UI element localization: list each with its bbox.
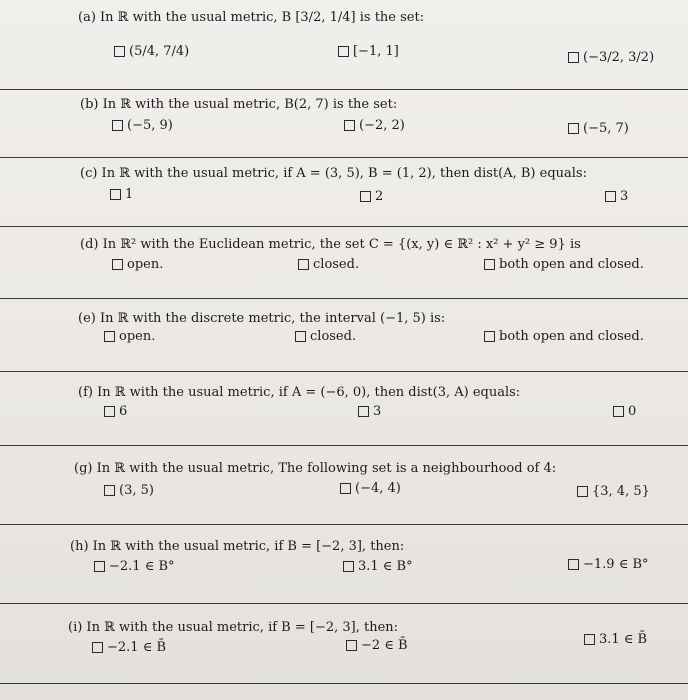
option-label: closed. (313, 257, 360, 272)
option-label: open. (119, 329, 156, 344)
checkbox[interactable] (114, 46, 125, 57)
option-label: 1 (125, 187, 134, 202)
question-i-option-1[interactable] (92, 640, 166, 655)
option-label: 0 (628, 404, 637, 419)
question-c-option-2[interactable] (360, 189, 383, 204)
checkbox[interactable] (484, 259, 495, 270)
option-label: 3.1 ∈ B̄ (599, 632, 648, 647)
question-b-option-1[interactable] (112, 118, 173, 133)
divider (0, 371, 688, 372)
checkbox[interactable] (340, 483, 351, 494)
question-b-option-3[interactable] (568, 121, 629, 136)
question-b-option-2[interactable] (344, 118, 405, 133)
checkbox[interactable] (298, 259, 309, 270)
checkbox[interactable] (484, 331, 495, 342)
option-label: (5/4, 7/4) (129, 44, 190, 59)
divider (0, 298, 688, 299)
question-i-stem: (i) In ℝ with the usual metric, if B = [−2, 3], then: (68, 620, 399, 635)
question-a-option-2[interactable] (338, 44, 399, 59)
question-d-option-2[interactable] (298, 257, 359, 272)
option-label: (−3/2, 3/2) (583, 50, 655, 65)
checkbox[interactable] (584, 634, 595, 645)
checkbox[interactable] (360, 191, 371, 202)
option-label: −2.1 ∈ B° (109, 559, 175, 574)
question-a-option-1[interactable] (114, 44, 189, 59)
checkbox[interactable] (104, 485, 115, 496)
checkbox[interactable] (613, 406, 624, 417)
question-e-option-3[interactable] (484, 329, 644, 344)
checkbox[interactable] (577, 486, 588, 497)
checkbox[interactable] (112, 259, 123, 270)
divider (0, 226, 688, 227)
divider (0, 524, 688, 525)
question-g-option-1[interactable] (104, 483, 154, 498)
divider (0, 603, 688, 604)
checkbox[interactable] (568, 52, 579, 63)
question-g-option-2[interactable] (340, 481, 401, 496)
option-label: {3, 4, 5} (592, 484, 650, 499)
checkbox[interactable] (112, 120, 123, 131)
option-label: both open and closed. (499, 329, 644, 344)
divider (0, 157, 688, 158)
checkbox[interactable] (568, 123, 579, 134)
checkbox[interactable] (295, 331, 306, 342)
question-h-option-1[interactable] (94, 559, 175, 574)
question-e-option-1[interactable] (104, 329, 155, 344)
option-label: 6 (119, 404, 128, 419)
checkbox[interactable] (110, 189, 121, 200)
option-label: (−4, 4) (355, 481, 401, 496)
question-c-option-1[interactable] (110, 187, 133, 202)
question-a-option-3[interactable] (568, 50, 654, 65)
checkbox[interactable] (104, 406, 115, 417)
option-label: open. (127, 257, 164, 272)
checkbox[interactable] (92, 642, 103, 653)
checkbox[interactable] (343, 561, 354, 572)
question-e-option-2[interactable] (295, 329, 356, 344)
question-d-option-1[interactable] (112, 257, 163, 272)
checkbox[interactable] (104, 331, 115, 342)
option-label: closed. (310, 329, 357, 344)
question-f-option-2[interactable] (358, 404, 381, 419)
checkbox[interactable] (605, 191, 616, 202)
question-i-option-3[interactable] (584, 632, 647, 647)
checkbox[interactable] (338, 46, 349, 57)
checkbox[interactable] (568, 559, 579, 570)
option-label: (3, 5) (119, 483, 154, 498)
option-label: (−2, 2) (359, 118, 405, 133)
question-g-stem: (g) In ℝ with the usual metric, The following set is a neighbourhood of 4: (74, 461, 557, 476)
option-label: (−5, 7) (583, 121, 629, 136)
question-h-option-3[interactable] (568, 557, 649, 572)
question-e-stem: (e) In ℝ with the discrete metric, the interval (−1, 5) is: (78, 311, 446, 326)
question-f-option-1[interactable] (104, 404, 127, 419)
question-g-option-3[interactable] (577, 484, 650, 499)
option-label: −2 ∈ B̄ (361, 638, 408, 653)
option-label: −2.1 ∈ B̄ (107, 640, 167, 655)
divider (0, 445, 688, 446)
question-f-stem: (f) In ℝ with the usual metric, if A = (−6, 0), then dist(3, A) equals: (78, 385, 521, 400)
question-h-stem: (h) In ℝ with the usual metric, if B = [−2, 3], then: (70, 539, 405, 554)
option-label: 3 (620, 189, 629, 204)
option-label: 3.1 ∈ B° (358, 559, 413, 574)
option-label: (−5, 9) (127, 118, 173, 133)
option-label: [−1, 1] (353, 44, 399, 59)
checkbox[interactable] (358, 406, 369, 417)
question-d-option-3[interactable] (484, 257, 644, 272)
question-b-stem: (b) In ℝ with the usual metric, B(2, 7) is the set: (80, 97, 398, 112)
question-a-stem: (a) In ℝ with the usual metric, B [3/2, 1/4] is the set: (78, 10, 425, 25)
checkbox[interactable] (94, 561, 105, 572)
question-d-stem: (d) In ℝ² with the Euclidean metric, the set C = {(x, y) ∈ ℝ² : x² + y² ≥ 9} is (80, 237, 581, 252)
question-i-option-2[interactable] (346, 638, 408, 653)
question-c-option-3[interactable] (605, 189, 628, 204)
question-c-stem: (c) In ℝ with the usual metric, if A = (3, 5), B = (1, 2), then dist(A, B) equals: (80, 166, 587, 181)
question-f-option-3[interactable] (613, 404, 636, 419)
checkbox[interactable] (346, 640, 357, 651)
option-label: 3 (373, 404, 382, 419)
divider (0, 89, 688, 90)
divider (0, 683, 688, 684)
question-h-option-2[interactable] (343, 559, 413, 574)
option-label: both open and closed. (499, 257, 644, 272)
option-label: −1.9 ∈ B° (583, 557, 649, 572)
option-label: 2 (375, 189, 384, 204)
checkbox[interactable] (344, 120, 355, 131)
